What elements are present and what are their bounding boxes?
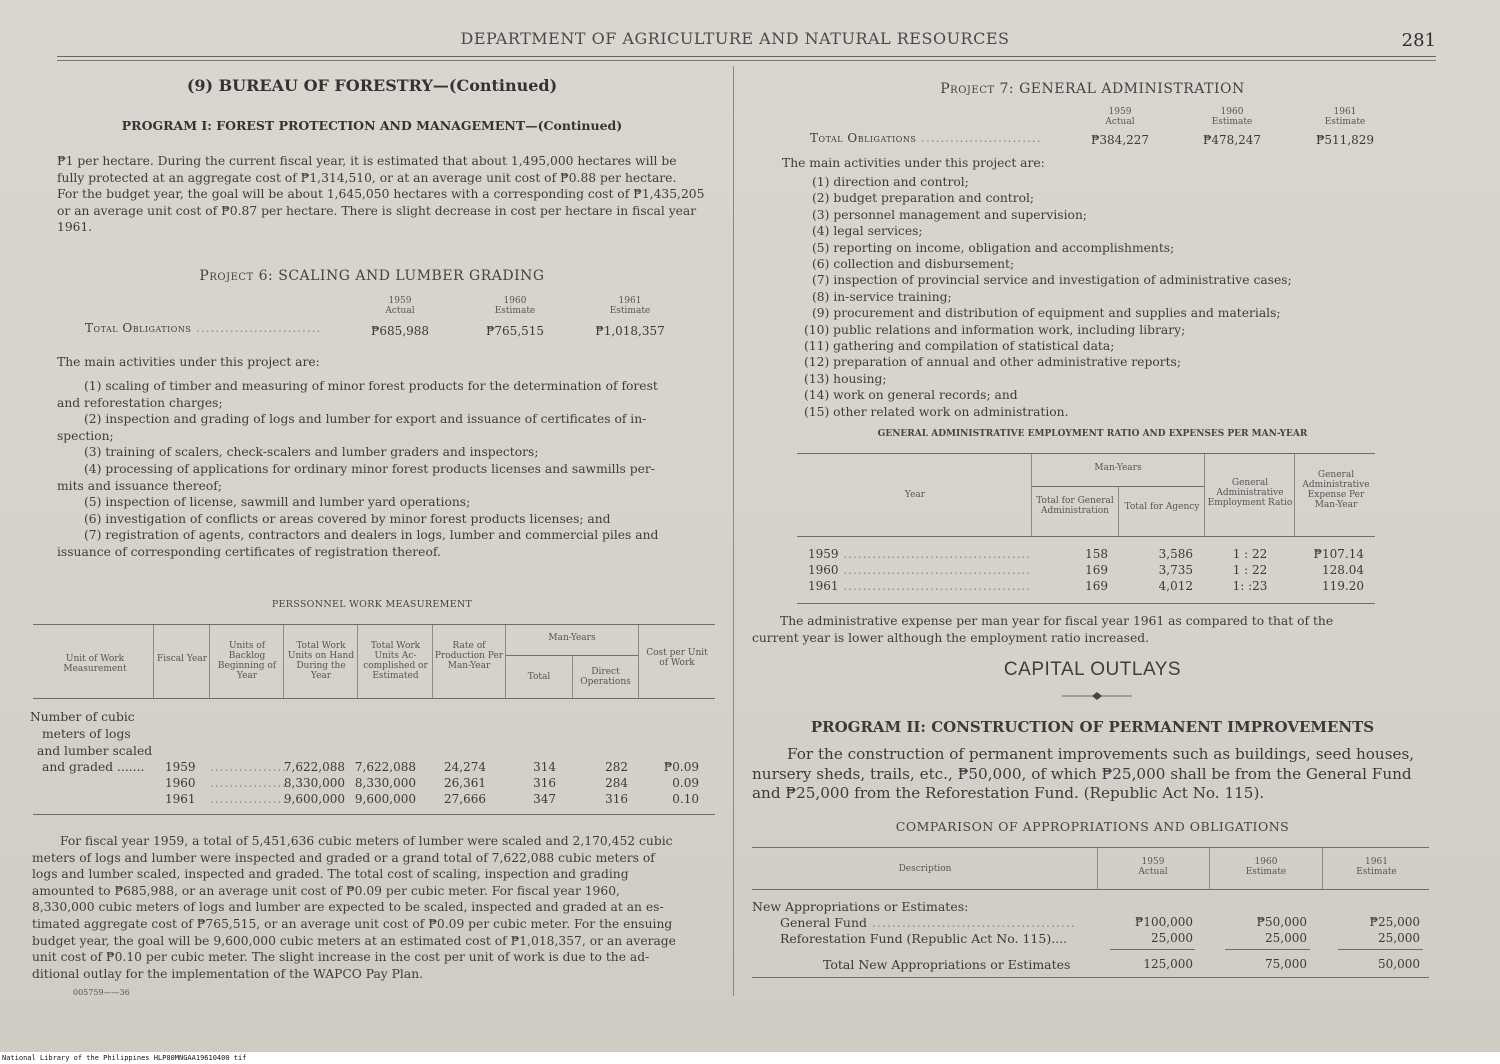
project7-title: Project 7: GENERAL ADMINISTRATION <box>940 81 1245 97</box>
comparison-year: 1960 <box>1254 857 1278 867</box>
ratio-head-manyears: Man-Years <box>1094 463 1142 473</box>
comparison-year: 1961 <box>1365 857 1388 867</box>
column-divider <box>733 66 734 996</box>
pwm-year: 1960 <box>165 776 196 790</box>
p7-activity-item: (11) gathering and compilation of statistical data; <box>804 339 1115 354</box>
pwm-header-rule <box>33 698 715 699</box>
ratio-note-line: The administrative expense per man year for fiscal year 1961 as compared to that of the <box>780 614 1334 628</box>
ratio-vline <box>1204 454 1205 536</box>
pwm-head-manyears: Man-Years <box>548 633 596 643</box>
ornament-divider-icon <box>1062 690 1132 702</box>
comparison-label: Reforestation Fund (Republic Act No. 115).... <box>780 931 1068 946</box>
activity-item: (4) processing of applications for ordinary minor forest products licenses and sawmills per- <box>84 461 655 476</box>
comparison-title: COMPARISON OF APPROPRIATIONS AND OBLIGATIONS <box>895 819 1290 834</box>
comparison-vline <box>1322 848 1323 889</box>
program2-line: For the construction of permanent improvements such as buildings, seed houses, <box>787 745 1415 763</box>
pwm-total: 316 <box>533 776 556 790</box>
intro-line: 1961. <box>57 220 93 235</box>
p7-activity-item: (15) other related work on administration. <box>804 404 1069 419</box>
comparison-value-1959: ₱100,000 <box>1134 915 1193 929</box>
comparison-total-1959: 125,000 <box>1143 957 1193 971</box>
intro-line: For the budget year, the goal will be about 1,645,050 hectares with a corresponding cost of ₱1,435,205 <box>57 187 705 202</box>
comparison-top-rule <box>752 847 1429 848</box>
ratio-note <box>752 613 1435 646</box>
pwm-vline <box>153 625 154 698</box>
ratio-expense: 119.20 <box>1322 579 1364 593</box>
ratio-agency: 3,586 <box>1158 547 1193 561</box>
p6-activities-list <box>57 378 714 561</box>
program2-paragraph <box>752 745 1435 804</box>
sum-rule <box>1110 949 1195 950</box>
ratio-agency: 3,735 <box>1158 563 1193 577</box>
p7-activity-item: (8) in-service training; <box>812 289 952 304</box>
intro-line: or an average unit cost of ₱0.87 per hectare. There is slight decrease in cost per hectare in fiscal year <box>57 203 697 218</box>
pwm-head-onhand: Total Work Units on Hand During the Year <box>287 641 355 681</box>
intro-line: ₱1 per hectare. During the current fiscal year, it is estimated that about 1,495,000 hectares will be <box>57 154 677 168</box>
print-code: 005759——36 <box>73 988 130 997</box>
sum-rule <box>1225 949 1310 950</box>
ratio-general: 169 <box>1085 563 1108 577</box>
p7-col-1961 <box>1300 107 1390 127</box>
p7-year: 1960 <box>1220 107 1244 117</box>
ratio-head-expense: General Administrative Expense Per Man-Year <box>1302 470 1370 510</box>
ratio-head-ratio: General Administrative Employment Ratio <box>1207 478 1293 508</box>
p7-activity-item: (14) work on general records; and <box>804 388 1018 403</box>
comparison-kind: Estimate <box>1245 867 1287 877</box>
ratio-bottom-rule <box>797 603 1375 604</box>
comparison-header-rule <box>752 889 1429 890</box>
pwm-unit-text <box>30 709 152 776</box>
comparison-kind: Estimate <box>1356 867 1397 877</box>
activity-item: spection; <box>57 428 114 443</box>
ratio-expense: ₱107.14 <box>1313 547 1364 561</box>
pwm-direct: 316 <box>605 792 628 806</box>
p7-value-1960: ₱478,247 <box>1202 133 1262 147</box>
pwm-accomplished: 9,600,000 <box>354 792 416 806</box>
comparison-label: General Fund ......................................... <box>780 915 1076 930</box>
p7-col-1960 <box>1187 107 1277 127</box>
pwm-year: 1959 <box>165 760 196 774</box>
p6-col-1959 <box>355 296 445 316</box>
p7-activity-item: (9) procurement and distribution of equipment and supplies and materials; <box>812 306 1281 321</box>
pwm-rate: 26,361 <box>444 776 486 790</box>
ratio-head-year: Year <box>904 490 926 500</box>
pwm-total: 314 <box>533 760 556 774</box>
sum-rule <box>1338 949 1423 950</box>
ratio-year: 1960 ....................................... <box>808 563 1032 577</box>
header-rule-double <box>57 60 1436 61</box>
pwm-onhand: 8,330,000 <box>283 776 345 790</box>
page-number: 281 <box>1401 30 1436 51</box>
ratio-year: 1959 ....................................... <box>808 547 1032 561</box>
ratio-table-title: GENERAL ADMINISTRATIVE EMPLOYMENT RATIO AND EXPENSES PER MAN-YEAR <box>877 429 1308 439</box>
ratio-year-text: 1959 <box>808 547 839 561</box>
comparison-value-1961: 25,000 <box>1378 931 1420 945</box>
pwm-unit-line: and lumber scaled <box>37 743 153 758</box>
p6-kind: Actual <box>385 306 415 316</box>
bureau-title: (9) BUREAU OF FORESTRY—(Continued) <box>186 76 558 95</box>
comparison-total-1961: 50,000 <box>1378 957 1420 971</box>
pwm-vline <box>432 625 433 698</box>
pwm-cost: ₱0.09 <box>663 760 699 774</box>
pwm-total: 347 <box>533 792 556 806</box>
comparison-value-1960: ₱50,000 <box>1256 915 1307 929</box>
program-title: PROGRAM I: FOREST PROTECTION AND MANAGEMENT—(Continued) <box>121 118 623 133</box>
p7-activity-item: (10) public relations and information work, including library; <box>804 322 1186 337</box>
p6-col-1960 <box>470 296 560 316</box>
pwm-vline <box>357 625 358 698</box>
p7-activity-item: (3) personnel management and supervision; <box>812 207 1088 222</box>
p6-kind: Estimate <box>609 306 651 316</box>
comparison-total-1960: 75,000 <box>1265 957 1307 971</box>
pwm-cost: 0.09 <box>672 776 699 790</box>
p6-total-label-text: Total Obligations <box>85 321 192 335</box>
pwm-bottom-rule <box>33 814 715 815</box>
comparison-bottom-rule <box>752 977 1429 978</box>
activity-item: and reforestation charges; <box>57 395 223 410</box>
ratio-general: 169 <box>1085 579 1108 593</box>
intro-line: fully protected at an aggregate cost of ₱1,314,510, or at an average unit cost of ₱0.88 per hectare. <box>57 170 677 185</box>
intro-paragraph <box>57 153 714 236</box>
comparison-group-label: New Appropriations or Estimates: <box>752 899 969 914</box>
pwm-vline <box>209 625 210 698</box>
pwm-vline <box>572 656 573 698</box>
ratio-year-text: 1960 <box>808 563 839 577</box>
pwm-unit-line: meters of logs <box>42 726 131 741</box>
pwm-unit-line: and graded ....... <box>42 760 145 775</box>
ratio-note-line: current year is lower although the employment ratio increased. <box>752 630 1150 645</box>
pwm-vline <box>638 625 639 698</box>
pwm-head-rate: Rate of Production Per Man-Year <box>434 641 504 671</box>
p7-value-1961: ₱511,829 <box>1315 133 1375 147</box>
p7-activity-item: (1) direction and control; <box>812 175 969 189</box>
p6-value-1959: ₱685,988 <box>370 324 430 338</box>
pwm-accomplished: 8,330,000 <box>354 776 416 790</box>
pwm-backlog-leader: ................ <box>210 776 288 790</box>
comparison-value-1960: 25,000 <box>1265 931 1307 945</box>
closing-paragraph <box>32 833 714 982</box>
p6-year: 1959 <box>388 296 412 306</box>
closing-line: unit cost of ₱0.10 per cubic meter. The slight increase in the cost per unit of work is due to the ad- <box>32 950 650 965</box>
p7-activity-item: (7) inspection of provincial service and investigation of administrative cases; <box>812 273 1292 288</box>
p6-total-label: Total Obligations .......................... <box>85 321 322 335</box>
comparison-head-description: Description <box>898 864 952 874</box>
ratio-expense: 128.04 <box>1322 563 1364 577</box>
activity-item: (7) registration of agents, contractors and dealers in logs, lumber and commercial piles and <box>84 528 659 543</box>
p7-activity-item: (5) reporting on income, obligation and accomplishments; <box>812 240 1175 255</box>
page-header-title: DEPARTMENT OF AGRICULTURE AND NATURAL RESOURCES <box>460 29 1010 48</box>
p7-total-label-text: Total Obligations <box>810 131 917 145</box>
pwm-title: PERSSONNEL WORK MEASUREMENT <box>271 599 473 610</box>
closing-line: 8,330,000 cubic meters of logs and lumber are expected to be scaled, inspected and graded at an es- <box>32 900 664 915</box>
pwm-head-accomplished: Total Work Units Ac-complished or Estimated <box>363 641 428 681</box>
project6-title: Project 6: SCALING AND LUMBER GRADING <box>199 268 545 284</box>
activity-item: mits and issuance thereof; <box>57 478 222 493</box>
ratio-general: 158 <box>1085 547 1108 561</box>
p7-value-1959: ₱384,227 <box>1090 133 1150 147</box>
pwm-vline <box>283 625 284 698</box>
p7-activity-item: (2) budget preparation and control; <box>812 191 1035 206</box>
header-rule <box>57 56 1436 57</box>
closing-line: logs and lumber scaled, inspected and graded. The total cost of scaling, inspection and grading <box>32 867 629 882</box>
ratio-head-general: Total for General Administration <box>1036 496 1114 516</box>
p7-activity-item: (6) collection and disbursement; <box>812 257 1015 272</box>
activity-item: issuance of corresponding certificates of registration thereof. <box>57 544 441 559</box>
ratio-vline <box>1031 454 1032 536</box>
program2-line: nursery sheds, trails, etc., ₱50,000, of which ₱25,000 shall be from the General Fund <box>752 764 1412 783</box>
pwm-top-rule <box>33 624 715 625</box>
comparison-vline <box>1097 848 1098 889</box>
closing-line: For fiscal year 1959, a total of 5,451,636 cubic meters of lumber were scaled and 2,170,452 cubic <box>60 834 673 848</box>
p7-kind: Estimate <box>1211 117 1253 127</box>
p6-col-1961 <box>580 296 680 316</box>
ratio-header-rule <box>797 536 1375 537</box>
pwm-backlog-leader: ................ <box>210 792 288 806</box>
p7-kind: Actual <box>1105 117 1135 127</box>
closing-line: budget year, the goal will be 9,600,000 cubic meters at an estimated cost of ₱1,018,357, or an average <box>32 933 676 948</box>
ratio-vline <box>1294 454 1295 536</box>
ratio-ratio: 1: :23 <box>1232 579 1268 593</box>
comparison-value-1959: 25,000 <box>1151 931 1193 945</box>
pwm-head-total: Total <box>527 672 551 682</box>
comparison-head-1960 <box>1211 857 1321 877</box>
pwm-cost: 0.10 <box>672 792 699 806</box>
ratio-ratio: 1 : 22 <box>1232 563 1268 577</box>
program2-line: and ₱25,000 from the Reforestation Fund. (Republic Act No. 115). <box>752 784 1265 802</box>
ratio-vline <box>1118 487 1119 536</box>
comparison-vline <box>1209 848 1210 889</box>
pwm-onhand: 9,600,000 <box>283 792 345 806</box>
activity-item: (1) scaling of timber and measuring of minor forest products for the determination of forest <box>84 379 658 393</box>
p6-value-1960: ₱765,515 <box>485 324 545 338</box>
ratio-top-rule <box>797 453 1375 454</box>
pwm-head-direct: Direct Operations <box>580 667 631 687</box>
pwm-rate: 27,666 <box>444 792 486 806</box>
p7-activity-item: (13) housing; <box>804 371 887 386</box>
p7-col-1959 <box>1075 107 1165 127</box>
p6-year: 1960 <box>503 296 527 306</box>
comparison-value-1961: ₱25,000 <box>1369 915 1420 929</box>
activity-item: (2) inspection and grading of logs and lumber for export and issuance of certificates of in- <box>84 412 647 427</box>
pwm-vline <box>505 625 506 698</box>
ratio-year: 1961 ....................................... <box>808 579 1032 593</box>
ratio-ratio: 1 : 22 <box>1232 547 1268 561</box>
p6-value-1961: ₱1,018,357 <box>595 324 665 338</box>
pwm-onhand: 7,622,088 <box>283 760 345 774</box>
pwm-direct: 284 <box>605 776 628 790</box>
closing-line: timated aggregate cost of ₱765,515, or an average unit cost of ₱0.09 per cubic meter. For the ensuing <box>32 916 673 931</box>
capital-outlays-title: CAPITAL OUTLAYS <box>1003 659 1182 680</box>
closing-line: amounted to ₱685,988, or an average unit cost of ₱0.09 per cubic meter. For fiscal year 1960, <box>32 883 620 898</box>
p7-year: 1959 <box>1108 107 1132 117</box>
ratio-agency: 4,012 <box>1158 579 1193 593</box>
comparison-year: 1959 <box>1141 857 1165 867</box>
p7-kind: Estimate <box>1324 117 1366 127</box>
activity-item: (3) training of scalers, check-scalers and lumber graders and inspectors; <box>84 445 539 460</box>
pwm-rate: 24,274 <box>444 760 486 774</box>
comparison-label-text: General Fund <box>780 915 868 930</box>
pwm-head-cost: Cost per Unit of Work <box>646 648 708 668</box>
comparison-head-1961 <box>1324 857 1429 877</box>
p7-activities-intro: The main activities under this project are: <box>782 156 1045 170</box>
comparison-head-1959 <box>1099 857 1207 877</box>
activity-item: (6) investigation of conflicts or areas covered by minor forest products licenses; and <box>84 511 611 526</box>
ratio-head-agency: Total for Agency <box>1124 502 1200 512</box>
p6-year: 1961 <box>618 296 642 306</box>
scan-footer: National Library of the Philippines HLP00MNGAA19610400 tif <box>0 1052 1500 1064</box>
pwm-head-unit: Unit of Work Measurement <box>63 654 127 674</box>
closing-line: ditional outlay for the implementation of the WAPCO Pay Plan. <box>32 966 424 981</box>
pwm-accomplished: 7,622,088 <box>354 760 416 774</box>
comparison-total-label: Total New Appropriations or Estimates <box>823 957 1071 972</box>
p6-activities-intro: The main activities under this project are: <box>57 355 320 369</box>
p7-activity-item: (4) legal services; <box>812 224 923 239</box>
activity-item: (5) inspection of license, sawmill and lumber yard operations; <box>84 495 471 510</box>
ratio-year-text: 1961 <box>808 579 839 593</box>
p7-activities-list <box>804 174 1292 420</box>
p7-total-label: Total Obligations ......................... <box>810 131 1042 145</box>
program2-title: PROGRAM II: CONSTRUCTION OF PERMANENT IMPROVEMENTS <box>810 718 1375 736</box>
pwm-head-fiscal: Fiscal Year <box>156 654 208 664</box>
p6-kind: Estimate <box>494 306 536 316</box>
comparison-kind: Actual <box>1138 867 1168 877</box>
pwm-direct: 282 <box>605 760 628 774</box>
pwm-head-backlog: Units of Backlog Beginning of Year <box>217 641 277 681</box>
p7-year: 1961 <box>1333 107 1357 117</box>
p7-activity-item: (12) preparation of annual and other administrative reports; <box>804 355 1182 370</box>
closing-line: meters of logs and lumber were inspected and graded or a grand total of 7,622,088 cubic meters of <box>32 850 655 865</box>
pwm-year: 1961 <box>165 792 196 806</box>
pwm-unit-line: Number of cubic <box>30 710 135 724</box>
pwm-backlog-leader: ................ <box>210 760 288 774</box>
